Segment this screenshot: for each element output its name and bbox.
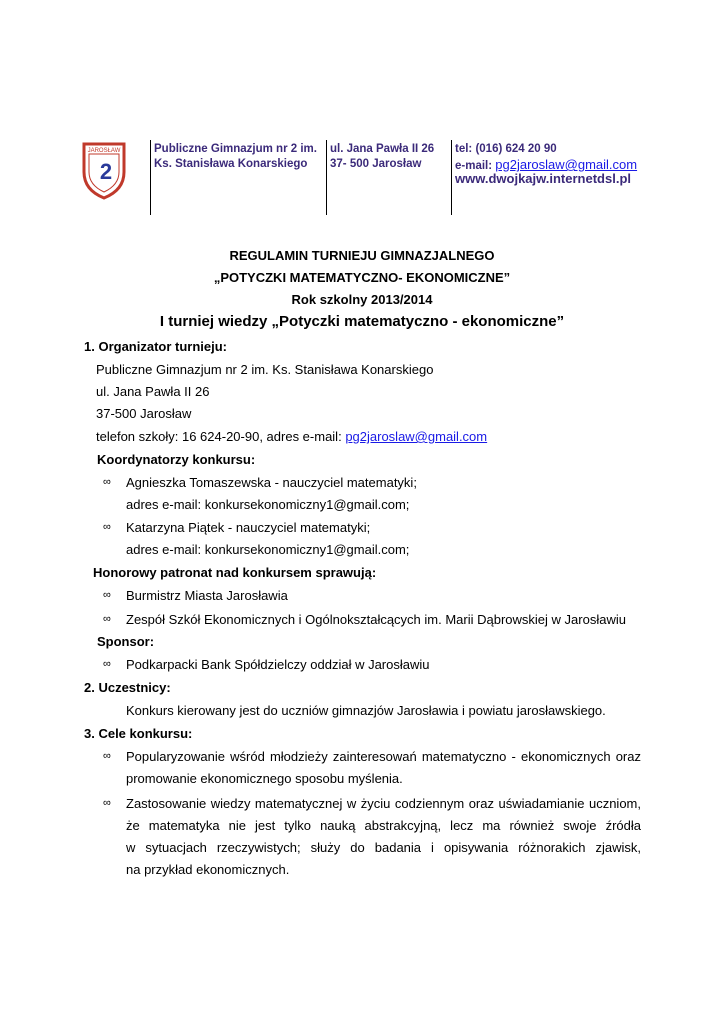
organizer-contact xyxy=(96,429,487,445)
sponsor-heading: Sponsor: xyxy=(97,634,155,649)
coordinators-heading: Koordynatorzy konkursu: xyxy=(97,452,256,467)
organizer-name: Publiczne Gimnazjum nr 2 im. Ks. Stanisława Konarskiego xyxy=(96,362,434,377)
doc-title: REGULAMIN TURNIEJU GIMNAZJALNEGO xyxy=(229,248,495,263)
logo-text: JAROSŁAW xyxy=(87,148,121,154)
goal2-line1: Zastosowanie wiedzy matematycznej w życiu codziennym oraz uświadamianie uczniom, xyxy=(126,796,641,811)
school-logo xyxy=(80,140,128,200)
bullet-icon: ∞ xyxy=(103,797,111,809)
goal1-line1: Popularyzowanie wśród młodzieży zainteresowań matematyczno - ekonomicznych oraz xyxy=(126,749,641,764)
school-website[interactable]: www.dwojkajw.internetdsl.pl xyxy=(455,171,632,186)
section2-heading: 2. Uczestnicy: xyxy=(84,680,171,695)
organizer-street: ul. Jana Pawła II 26 xyxy=(96,384,210,399)
logo-number: 2 xyxy=(99,159,113,184)
patronage-heading: Honorowy patronat nad konkursem sprawują: xyxy=(93,565,377,580)
bullet-icon: ∞ xyxy=(103,589,111,601)
bullet-icon: ∞ xyxy=(103,613,111,625)
bullet-icon: ∞ xyxy=(103,750,111,762)
coordinator1-name: Agnieszka Tomaszewska - nauczyciel matematyki; xyxy=(126,475,417,490)
school-year: Rok szkolny 2013/2014 xyxy=(291,292,433,307)
school-tel: tel: (016) 624 20 90 xyxy=(455,143,557,155)
school-name-line2: Ks. Stanisława Konarskiego xyxy=(154,158,308,170)
school-name-line1: Publiczne Gimnazjum nr 2 im. xyxy=(154,143,317,155)
section1-heading: 1. Organizator turnieju: xyxy=(84,339,228,354)
doc-subtitle: „POTYCZKI MATEMATYCZNO- EKONOMICZNE” xyxy=(213,270,511,285)
patron2: Zespół Szkół Ekonomicznych i Ogólnokształcących im. Marii Dąbrowskiej w Jarosławiu xyxy=(126,612,626,627)
section3-heading: 3. Cele konkursu: xyxy=(84,726,193,741)
bullet-icon: ∞ xyxy=(103,658,111,670)
sponsor1: Podkarpacki Bank Spółdzielczy oddział w Jarosławiu xyxy=(126,657,430,672)
competition-name: I turniej wiedzy „Potyczki matematyczno - ekonomiczne” xyxy=(159,313,565,330)
organizer-city: 37-500 Jarosław xyxy=(96,406,192,421)
school-address xyxy=(330,142,434,172)
coordinator2-email: adres e-mail: konkursekonomiczny1@gmail.com; xyxy=(126,542,410,557)
bullet-icon: ∞ xyxy=(103,521,111,533)
address-line2: 37- 500 Jarosław xyxy=(330,158,422,170)
header-divider xyxy=(326,140,327,215)
school-email-link[interactable]: pg2jaroslaw@gmail.com xyxy=(495,157,638,172)
address-line1: ul. Jana Pawła II 26 xyxy=(330,143,435,155)
school-contact xyxy=(455,142,637,174)
coordinator2-name: Katarzyna Piątek - nauczyciel matematyki; xyxy=(126,520,371,535)
goal2-line2: że matematyka nie jest tylko nauką abstrakcyjną, lecz ma również swoje źródła xyxy=(126,818,641,833)
goal2-line3: w sytuacjach rzeczywistych; służy do badania i opisywania różnorakich zjawisk, xyxy=(126,840,641,855)
organizer-email-link[interactable]: pg2jaroslaw@gmail.com xyxy=(345,429,488,444)
patron1: Burmistrz Miasta Jarosławia xyxy=(126,588,288,603)
participants-text: Konkurs kierowany jest do uczniów gimnazjów Jarosławia i powiatu jarosławskiego. xyxy=(126,703,606,718)
header-divider xyxy=(451,140,452,215)
organizer-phone: telefon szkoły: 16 624-20-90, adres e-mail: xyxy=(96,429,346,444)
goal2-line4: na przykład ekonomicznych. xyxy=(126,862,290,877)
email-label: e-mail: xyxy=(455,160,496,172)
header-divider xyxy=(150,140,151,215)
goal1-line2: promowanie ekonomicznego sposobu myślenia. xyxy=(126,771,403,786)
coordinator1-email: adres e-mail: konkursekonomiczny1@gmail.com; xyxy=(126,497,410,512)
bullet-icon: ∞ xyxy=(103,476,111,488)
school-name xyxy=(154,142,317,172)
